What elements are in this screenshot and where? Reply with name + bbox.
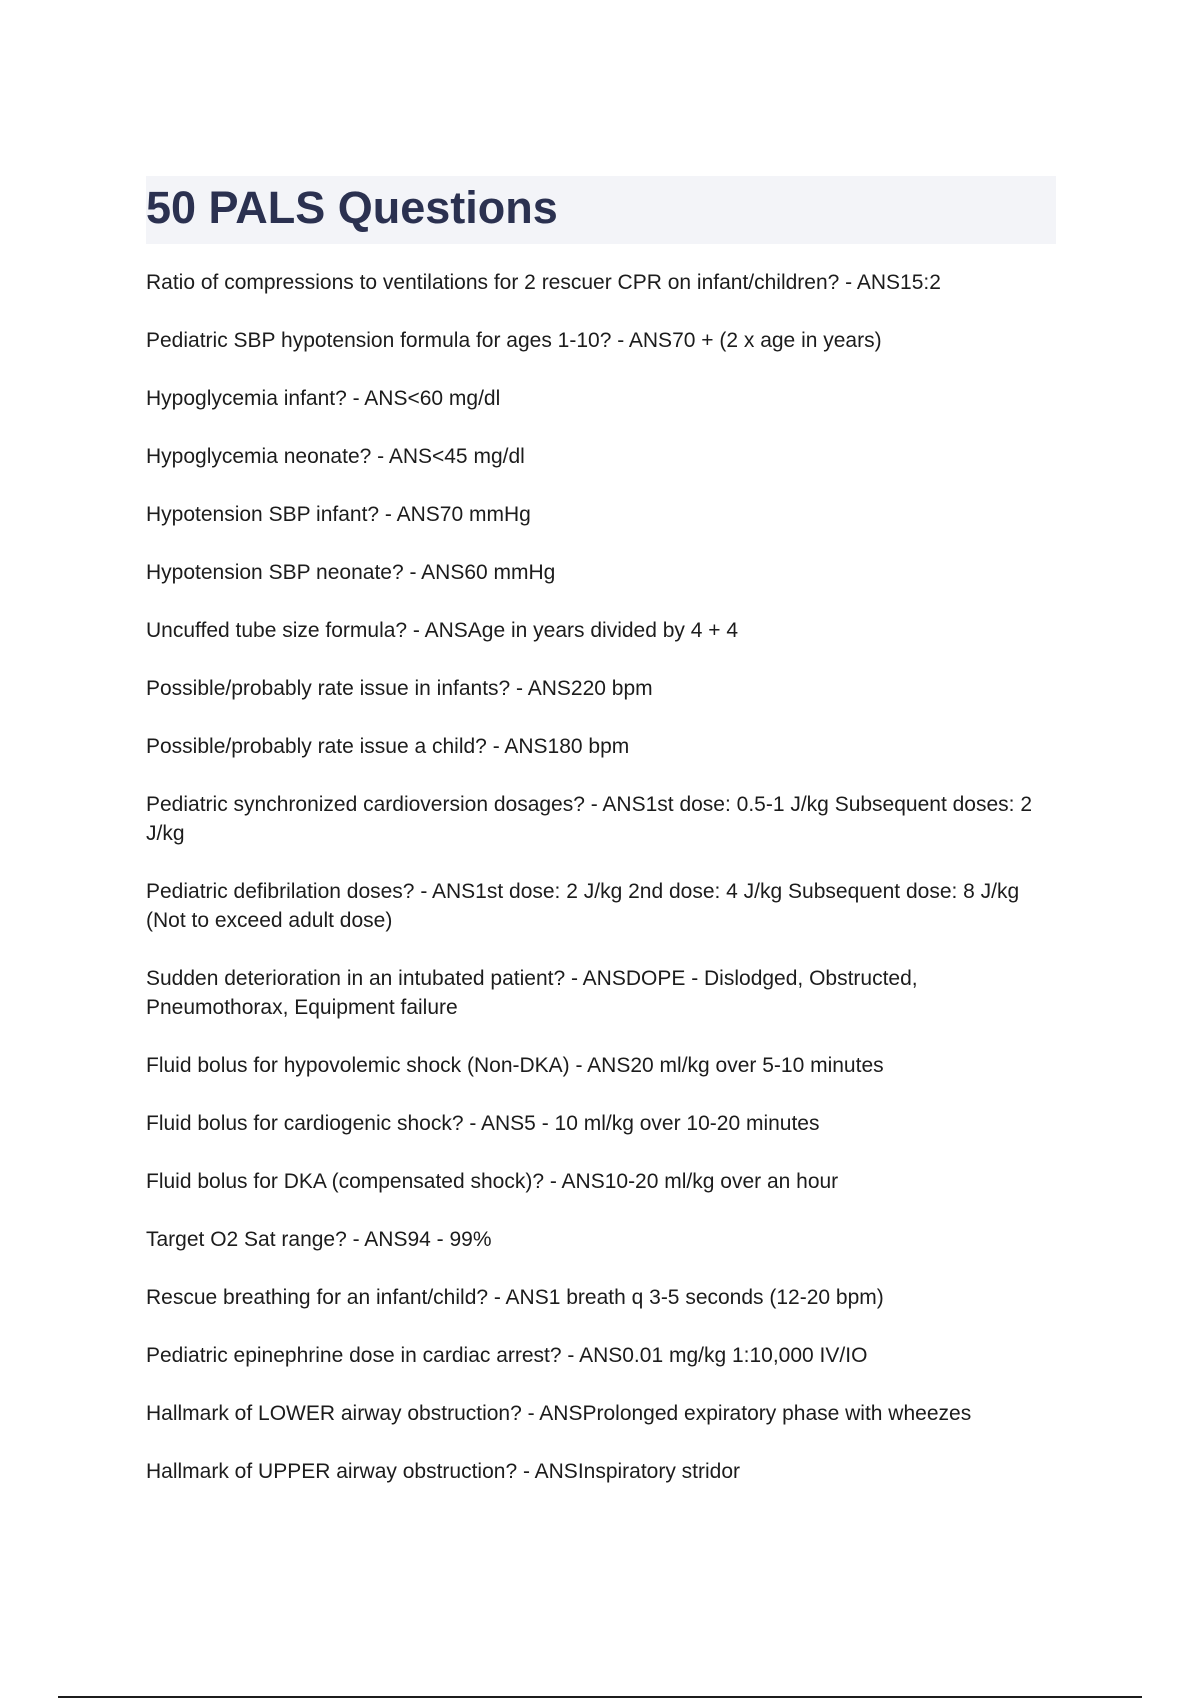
qa-item: Hypotension SBP infant? - ANS70 mmHg <box>146 503 531 526</box>
qa-item: Hypotension SBP neonate? - ANS60 mmHg <box>146 561 556 584</box>
qa-item: Hypoglycemia infant? - ANS<60 mg/dl <box>146 387 501 410</box>
qa-item: Ratio of compressions to ventilations for 2 rescuer CPR on infant/children? - ANS15:2 <box>146 271 941 294</box>
qa-item: Pediatric SBP hypotension formula for ages 1-10? - ANS70 + (2 x age in years) <box>146 329 882 352</box>
qa-item: Fluid bolus for DKA (compensated shock)? - ANS10-20 ml/kg over an hour <box>146 1170 839 1193</box>
qa-item: Hallmark of UPPER airway obstruction? - ANSInspiratory stridor <box>146 1460 741 1483</box>
qa-item: Pediatric defibrilation doses? - ANS1st dose: 2 J/kg 2nd dose: 4 J/kg Subsequent dose: 8 J/kg (Not to exceed adult dose) <box>146 880 1020 932</box>
qa-item: Hypoglycemia neonate? - ANS<45 mg/dl <box>146 445 525 468</box>
qa-item: Rescue breathing for an infant/child? - ANS1 breath q 3-5 seconds (12-20 bpm) <box>146 1286 884 1309</box>
qa-item: Possible/probably rate issue in infants? - ANS220 bpm <box>146 677 653 700</box>
footer-rule <box>58 1696 1142 1698</box>
qa-item: Target O2 Sat range? - ANS94 - 99% <box>146 1228 492 1251</box>
qa-item: Fluid bolus for cardiogenic shock? - ANS5 - 10 ml/kg over 10-20 minutes <box>146 1112 820 1135</box>
qa-list <box>146 268 1046 1515</box>
qa-item: Hallmark of LOWER airway obstruction? - ANSProlonged expiratory phase with wheezes <box>146 1402 972 1425</box>
qa-item: Possible/probably rate issue a child? - ANS180 bpm <box>146 735 630 758</box>
qa-item: Pediatric epinephrine dose in cardiac arrest? - ANS0.01 mg/kg 1:10,000 IV/IO <box>146 1344 868 1367</box>
qa-item: Fluid bolus for hypovolemic shock (Non-DKA) - ANS20 ml/kg over 5-10 minutes <box>146 1054 884 1077</box>
qa-item: Pediatric synchronized cardioversion dosages? - ANS1st dose: 0.5-1 J/kg Subsequent doses: 2 J/kg <box>146 793 1033 845</box>
title-band <box>146 176 1056 244</box>
qa-item: Uncuffed tube size formula? - ANSAge in years divided by 4 + 4 <box>146 619 739 642</box>
qa-item: Sudden deterioration in an intubated patient? - ANSDOPE - Dislodged, Obstructed, Pneumothorax, Equipment failure <box>146 967 918 1019</box>
page-title: 50 PALS Questions <box>146 182 558 233</box>
